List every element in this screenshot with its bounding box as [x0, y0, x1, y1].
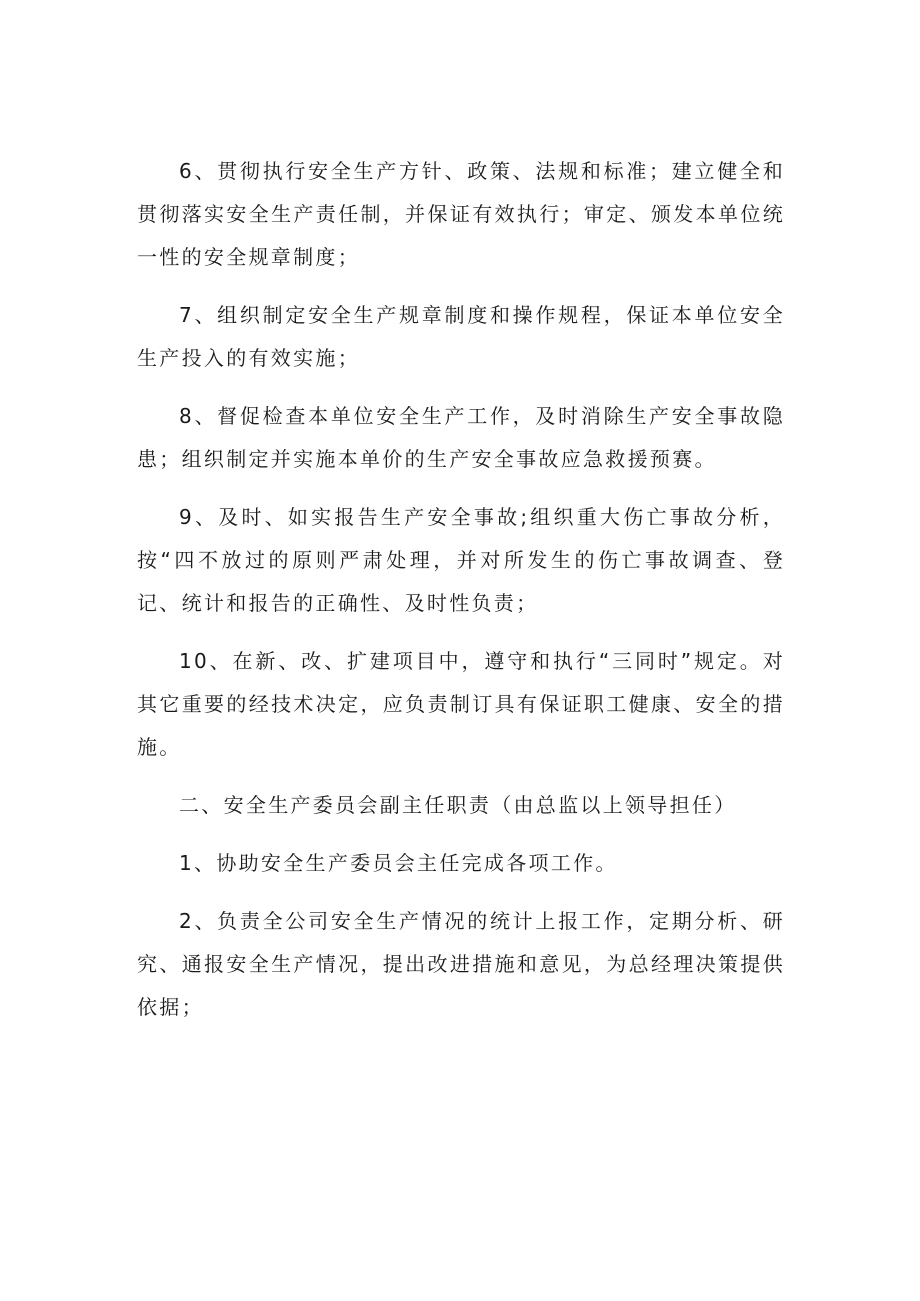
paragraph-item-2: 2、负责全公司安全生产情况的统计上报工作，定期分析、研究、通报安全生产情况，提出改进措施和意见，为总经理决策提供依据；: [137, 909, 785, 1019]
paragraph-item-10: 10、在新、改、扩建项目中，遵守和执行“三同时”规定。对其它重要的经技术决定，应负责制订具有保证职工健康、安全的措施。: [137, 649, 785, 759]
paragraph-item-6: 6、贯彻执行安全生产方针、政策、法规和标准；建立健全和贯彻落实安全生产责任制，并保证有效执行；审定、颁发本单位统一性的安全规章制度；: [137, 159, 785, 269]
document-body: [137, 150, 785, 1044]
paragraph-item-9: 9、及时、如实报告生产安全事故;组织重大伤亡事故分析，按“四不放过的原则严肃处理，并对所发生的伤亡事故调查、登记、统计和报告的正确性、及时性负责；: [137, 505, 785, 615]
section-heading-vice-director-duties: 二、安全生产委员会副主任职责（由总监以上领导担任）: [179, 793, 737, 817]
paragraph-item-8: 8、督促检查本单位安全生产工作，及时消除生产安全事故隐患；组织制定并实施本单价的生产安全事故应急救援预赛。: [137, 404, 785, 471]
paragraph-item-7: 7、组织制定安全生产规章制度和操作规程，保证本单位安全生产投入的有效实施；: [137, 303, 785, 370]
paragraph-item-1: 1、协助安全生产委员会主任完成各项工作。: [179, 851, 618, 875]
